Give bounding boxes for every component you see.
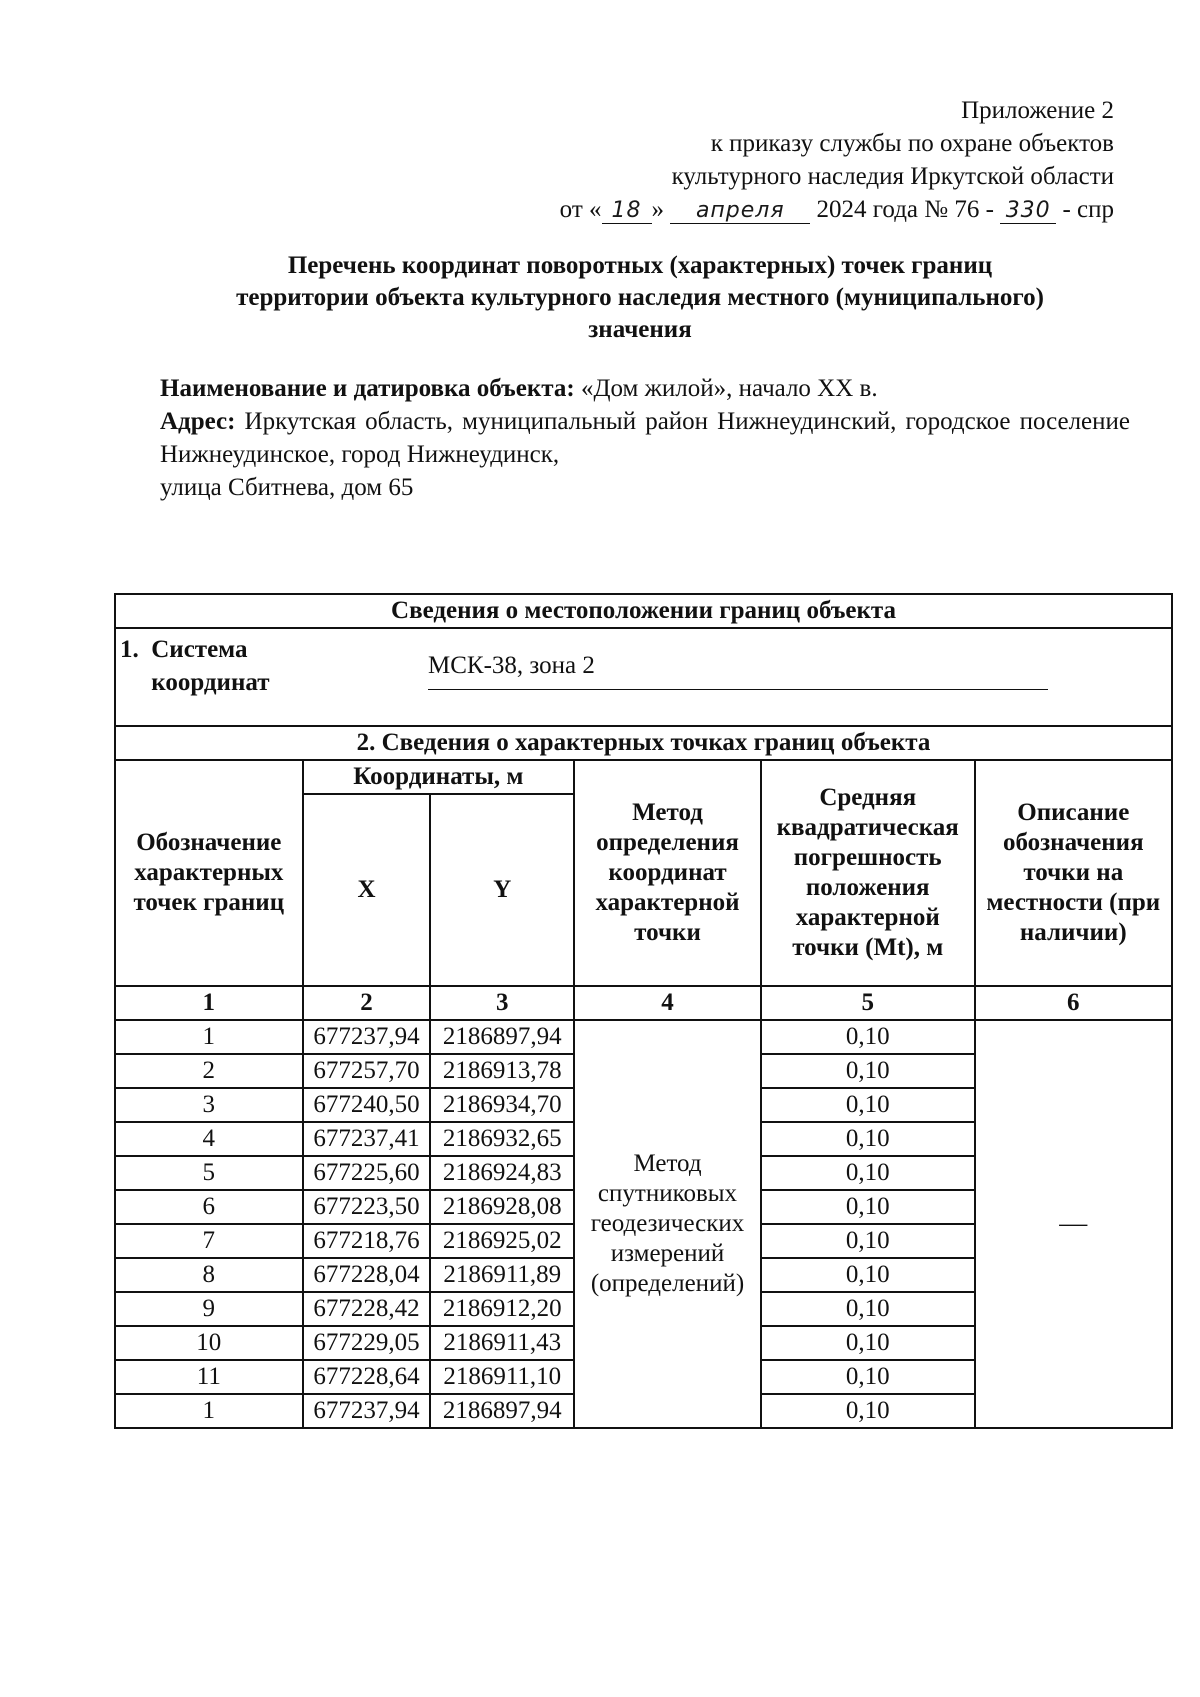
header-y: Y bbox=[430, 794, 574, 986]
title-line-2: территории объекта культурного наследия местного (муниципального) bbox=[236, 284, 1044, 311]
point-number: 4 bbox=[115, 1122, 303, 1156]
coordinate-x: 677228,04 bbox=[303, 1258, 431, 1292]
section-title: Сведения о местоположении границ объекта bbox=[115, 594, 1172, 628]
point-number: 5 bbox=[115, 1156, 303, 1190]
date-suffix: 2024 года № 76 - bbox=[816, 196, 994, 223]
error-value: 0,10 bbox=[761, 1088, 975, 1122]
points-title: 2. Сведения о характерных точках границ объекта bbox=[115, 726, 1172, 760]
authority-line: культурного наследия Иркутской области bbox=[671, 163, 1114, 190]
column-numbers-row bbox=[115, 986, 1172, 1020]
handwritten-order-number: 330 bbox=[1000, 199, 1056, 224]
date-prefix: от « bbox=[559, 196, 602, 223]
coordinate-x: 677240,50 bbox=[303, 1088, 431, 1122]
point-number: 7 bbox=[115, 1224, 303, 1258]
document-header bbox=[560, 94, 1114, 226]
header-x: X bbox=[303, 794, 431, 986]
coordinate-x: 677237,41 bbox=[303, 1122, 431, 1156]
coordinate-y: 2186911,10 bbox=[430, 1360, 574, 1394]
coordinate-y: 2186897,94 bbox=[430, 1394, 574, 1428]
coordinate-system-label: 1. Система координат bbox=[120, 636, 270, 696]
coordinates-table bbox=[114, 593, 1173, 1429]
header-error: Средняя квадратическая погрешность положения характерной точки (Mt), м bbox=[761, 760, 975, 986]
col-number: 6 bbox=[975, 986, 1172, 1020]
object-info bbox=[160, 372, 1130, 504]
error-value: 0,10 bbox=[761, 1394, 975, 1428]
coordinate-x: 677237,94 bbox=[303, 1394, 431, 1428]
coordinate-y: 2186925,02 bbox=[430, 1224, 574, 1258]
handwritten-month: апреля bbox=[670, 199, 810, 224]
header-method: Метод определения координат характерной точки bbox=[574, 760, 761, 986]
coordinate-x: 677223,50 bbox=[303, 1190, 431, 1224]
object-name-label: Наименование и датировка объекта: bbox=[160, 375, 575, 402]
point-number: 9 bbox=[115, 1292, 303, 1326]
address-value: Иркутская область, муниципальный район Нижнеудинский, городское поселение Нижнеудинское, город Нижнеудинск, bbox=[160, 408, 1130, 468]
coordinate-x: 677218,76 bbox=[303, 1224, 431, 1258]
header-designation: Обозначение характерных точек границ bbox=[115, 760, 303, 986]
order-suffix: - спр bbox=[1062, 196, 1114, 223]
address-line-3: улица Сбитнева, дом 65 bbox=[160, 474, 414, 501]
address-label: Адрес: bbox=[160, 408, 236, 435]
coordinate-y: 2186924,83 bbox=[430, 1156, 574, 1190]
error-value: 0,10 bbox=[761, 1258, 975, 1292]
point-number: 3 bbox=[115, 1088, 303, 1122]
header-description: Описание обозначения точки на местности (при наличии) bbox=[975, 760, 1172, 986]
coordinate-x: 677228,64 bbox=[303, 1360, 431, 1394]
col-number: 2 bbox=[303, 986, 431, 1020]
error-value: 0,10 bbox=[761, 1360, 975, 1394]
handwritten-day: 18 bbox=[602, 199, 652, 224]
coordinate-y: 2186928,08 bbox=[430, 1190, 574, 1224]
error-value: 0,10 bbox=[761, 1190, 975, 1224]
error-value: 0,10 bbox=[761, 1156, 975, 1190]
col-number: 5 bbox=[761, 986, 975, 1020]
coordinate-y: 2186912,20 bbox=[430, 1292, 574, 1326]
coordinate-y: 2186932,65 bbox=[430, 1122, 574, 1156]
error-value: 0,10 bbox=[761, 1122, 975, 1156]
object-address bbox=[160, 405, 1130, 471]
coordinate-x: 677229,05 bbox=[303, 1326, 431, 1360]
point-number: 1 bbox=[115, 1394, 303, 1428]
error-value: 0,10 bbox=[761, 1224, 975, 1258]
date-mid: » bbox=[651, 196, 665, 223]
coordinate-y: 2186911,89 bbox=[430, 1258, 574, 1292]
coordinate-y: 2186911,43 bbox=[430, 1326, 574, 1360]
coordinate-y: 2186934,70 bbox=[430, 1088, 574, 1122]
col-number: 4 bbox=[574, 986, 761, 1020]
object-name-value: «Дом жилой», начало XX в. bbox=[580, 375, 878, 402]
appendix-label: Приложение 2 bbox=[961, 97, 1114, 124]
title-line-3: значения bbox=[588, 316, 692, 343]
object-name-line bbox=[160, 372, 1130, 405]
point-rows bbox=[115, 1020, 1172, 1428]
point-number: 10 bbox=[115, 1326, 303, 1360]
description-value: — bbox=[975, 1020, 1172, 1428]
point-number: 6 bbox=[115, 1190, 303, 1224]
header-coordinates: Координаты, м bbox=[303, 760, 575, 794]
col-number: 1 bbox=[115, 986, 303, 1020]
order-reference-line: к приказу службы по охране объектов bbox=[710, 130, 1114, 157]
coordinate-x: 677228,42 bbox=[303, 1292, 431, 1326]
coordinate-x: 677257,70 bbox=[303, 1054, 431, 1088]
table-row bbox=[115, 1020, 1172, 1054]
point-number: 1 bbox=[115, 1020, 303, 1054]
error-value: 0,10 bbox=[761, 1020, 975, 1054]
coordinate-x: 677225,60 bbox=[303, 1156, 431, 1190]
col-number: 3 bbox=[430, 986, 574, 1020]
document-title bbox=[160, 250, 1120, 346]
coordinate-system-value: МСК-38, зона 2 bbox=[428, 651, 1048, 690]
error-value: 0,10 bbox=[761, 1292, 975, 1326]
error-value: 0,10 bbox=[761, 1326, 975, 1360]
error-value: 0,10 bbox=[761, 1054, 975, 1088]
coordinate-x: 677237,94 bbox=[303, 1020, 431, 1054]
coordinate-y: 2186913,78 bbox=[430, 1054, 574, 1088]
method-value: Метод спутниковых геодезических измерений (определений) bbox=[574, 1020, 761, 1428]
point-number: 8 bbox=[115, 1258, 303, 1292]
coordinate-y: 2186897,94 bbox=[430, 1020, 574, 1054]
coordinate-system-row bbox=[115, 628, 1172, 726]
order-date-line bbox=[560, 193, 1114, 226]
point-number: 2 bbox=[115, 1054, 303, 1088]
point-number: 11 bbox=[115, 1360, 303, 1394]
title-line-1: Перечень координат поворотных (характерных) точек границ bbox=[287, 252, 993, 279]
